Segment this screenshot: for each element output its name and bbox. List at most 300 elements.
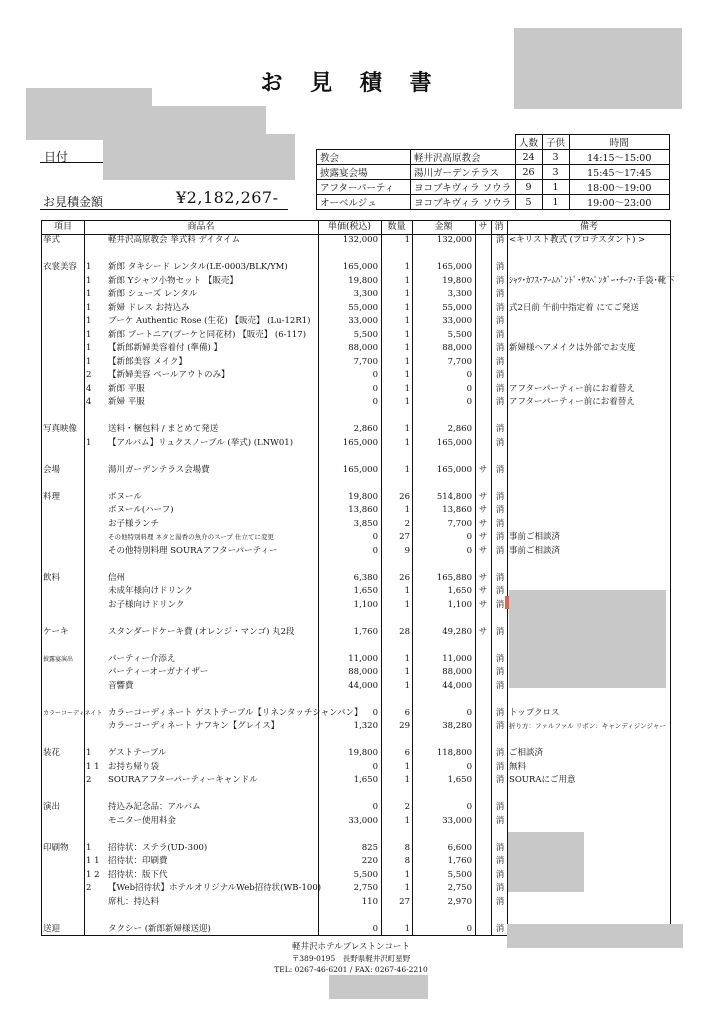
row-item-name: 新郎 シューズ レンタル <box>108 289 198 299</box>
table-row <box>42 275 675 288</box>
schedule-adults: 9 <box>515 180 542 195</box>
row-number: 1 1 <box>86 761 100 772</box>
row-tax-mark: 消 <box>495 545 505 556</box>
row-quantity: 29 <box>399 721 410 731</box>
schedule-label: オーベルジュ <box>317 195 411 210</box>
table-row <box>42 477 671 490</box>
table-row <box>42 410 671 423</box>
row-amount: 19,800 <box>442 275 472 286</box>
row-item-name: ボヌール <box>108 491 142 502</box>
row-tax-mark: 消 <box>495 464 505 475</box>
row-tax-mark: 消 <box>495 599 505 610</box>
row-quantity: 6 <box>404 748 410 758</box>
table-row <box>42 693 671 706</box>
row-category: 衣裳美容 <box>43 262 78 272</box>
header-price: 単価(税込) <box>327 222 372 232</box>
row-amount: 6,600 <box>447 842 472 853</box>
document-title: お 見 積 書 <box>260 70 442 96</box>
row-service-mark: サ <box>478 518 488 529</box>
table-row <box>42 896 671 909</box>
row-category: 演出 <box>43 802 61 812</box>
row-tax-mark: 消 <box>495 802 505 812</box>
row-tax-mark: 消 <box>495 842 505 853</box>
row-tax-mark: 消 <box>495 653 505 664</box>
row-category: 挙式 <box>43 235 61 245</box>
header-children: 子供 <box>542 135 569 150</box>
row-note: <キリスト教式 (プロテスタント) > <box>509 235 646 245</box>
row-amount: 44,000 <box>442 680 472 691</box>
row-number: 1 <box>86 842 92 853</box>
row-unit-price: 2,860 <box>353 424 378 434</box>
row-category: 写真映像 <box>43 424 78 434</box>
estimate-amount: ¥2,182,267- <box>176 188 279 207</box>
estimate-label: お見積金額 <box>43 195 104 209</box>
row-item-name: 新婦 ドレス お持込み <box>108 302 190 313</box>
row-unit-price: 3,850 <box>353 518 378 529</box>
row-unit-price: 0 <box>372 397 378 407</box>
row-item-name: ボヌール(ハーフ) <box>108 505 174 515</box>
row-tax-mark: 消 <box>495 572 505 583</box>
row-tax-mark: 消 <box>495 370 505 380</box>
row-category: 装花 <box>43 748 61 758</box>
row-item-name: 席札：持込料 <box>108 896 160 907</box>
table-row <box>42 423 671 436</box>
row-tax-mark: 消 <box>495 505 505 515</box>
row-amount: 1,650 <box>447 775 472 785</box>
row-service-mark: サ <box>478 491 488 502</box>
row-note: アフターパーティー前にお着替え <box>509 383 635 394</box>
row-category: 料理 <box>43 491 61 502</box>
row-item-name: 【Web招待状】ホテルオリジナルWeb招待状(WB-100) <box>108 883 322 893</box>
row-tax-mark: 消 <box>495 586 505 596</box>
table-row <box>42 329 671 342</box>
row-note: 無料 <box>509 761 527 772</box>
row-service-mark: サ <box>478 464 488 475</box>
row-amount: 3,300 <box>447 289 472 299</box>
row-tax-mark: 消 <box>495 329 505 340</box>
row-note: 事前ご相談済 <box>509 532 561 542</box>
table-row <box>42 396 671 409</box>
row-amount: 1,650 <box>447 586 472 596</box>
table-row <box>42 761 671 774</box>
row-item-name: 【新婦美容 ベールアウトのみ】 <box>108 370 230 380</box>
table-row <box>42 531 671 544</box>
row-category: 送迎 <box>43 923 61 934</box>
row-quantity: 1 <box>404 356 410 367</box>
estimate-underline <box>40 209 288 210</box>
row-amount: 165,000 <box>436 464 472 475</box>
row-tax-mark: 消 <box>495 302 505 313</box>
schedule-adults: 24 <box>515 150 542 165</box>
row-item-name: お子様向けドリンク <box>108 599 185 610</box>
row-tax-mark: 消 <box>495 383 505 394</box>
row-quantity: 1 <box>404 397 410 407</box>
row-quantity: 1 <box>404 275 410 286</box>
table-row <box>42 815 671 828</box>
estimate-table-header <box>42 221 670 235</box>
row-tax-mark: 消 <box>495 424 505 434</box>
redacted-block-date <box>152 106 266 136</box>
row-tax-mark: 消 <box>495 397 505 407</box>
table-row <box>42 356 671 369</box>
row-amount: 88,000 <box>442 667 472 677</box>
schedule-label: アフターパーティ <box>317 180 411 195</box>
row-unit-price: 19,800 <box>348 748 378 758</box>
row-amount: 2,750 <box>447 883 472 893</box>
redacted-block-footer <box>329 975 428 999</box>
table-row <box>42 707 671 720</box>
header-category: 項目 <box>53 222 72 232</box>
row-number: 1 <box>86 329 92 340</box>
row-tax-mark: 消 <box>495 896 505 907</box>
row-amount: 33,000 <box>442 316 472 326</box>
table-row <box>42 437 671 450</box>
row-item-name: 招待状：版下代 <box>108 869 168 880</box>
row-amount: 55,000 <box>442 302 472 313</box>
row-category: 披露宴演出 <box>43 655 74 663</box>
row-quantity: 1 <box>404 653 410 664</box>
table-row <box>42 518 671 531</box>
row-number: 1 <box>86 316 92 326</box>
row-quantity: 1 <box>404 370 410 380</box>
row-service-mark: サ <box>478 586 488 596</box>
row-item-name: ゲストテーブル <box>108 748 167 758</box>
row-item-name: 音響費 <box>108 680 134 691</box>
row-unit-price: 825 <box>361 842 378 853</box>
table-row <box>42 288 671 301</box>
row-unit-price: 19,800 <box>348 275 378 286</box>
table-row <box>42 450 671 463</box>
row-item-name: 未成年様向けドリンク <box>108 586 193 596</box>
row-quantity: 1 <box>404 815 410 826</box>
row-tax-mark: 消 <box>495 343 505 353</box>
row-tax-mark: 消 <box>495 721 505 731</box>
row-item-name: 新婦 平服 <box>108 397 145 407</box>
row-number: 1 <box>86 748 92 758</box>
row-quantity: 27 <box>399 896 410 907</box>
row-item-name: 湯川ガーデンテラス会場費 <box>108 464 210 475</box>
row-amount: 514,800 <box>436 491 472 502</box>
row-quantity: 6 <box>404 707 410 718</box>
row-unit-price: 0 <box>372 923 378 934</box>
row-unit-price: 0 <box>372 761 378 772</box>
row-item-name: SOURAアフターパーティーキャンドル <box>108 775 258 785</box>
row-service-mark: サ <box>478 532 488 542</box>
row-unit-price: 110 <box>361 896 378 907</box>
schedule-children: 3 <box>542 150 569 165</box>
schedule-label: 教会 <box>317 150 411 165</box>
table-row <box>42 383 671 396</box>
row-item-name: モニター使用料金 <box>108 815 177 826</box>
schedule-children: 1 <box>542 180 569 195</box>
header-name: 商品名 <box>187 222 215 232</box>
row-amount: 165,000 <box>436 262 472 272</box>
row-item-name: タクシー (新郎新婦様送迎) <box>108 923 211 934</box>
row-amount: 0 <box>466 370 472 380</box>
row-unit-price: 165,000 <box>342 437 378 448</box>
row-note: 事前ご相談済 <box>509 545 561 556</box>
schedule-children: 3 <box>542 165 569 180</box>
row-quantity: 1 <box>404 262 410 272</box>
row-item-name: 新郎 Yシャツ小物セット 【販売】 <box>108 275 238 286</box>
row-unit-price: 13,860 <box>348 505 378 515</box>
row-item-name: ブーケ Authentic Rose (生花) 【販売】 (Lu-12R1) <box>108 316 311 326</box>
table-row <box>42 558 671 571</box>
row-note: ご相談済 <box>509 748 544 758</box>
row-item-name: 招待状：印刷費 <box>108 856 168 866</box>
row-tax-mark: 消 <box>495 761 505 772</box>
row-quantity: 2 <box>404 518 410 529</box>
row-amount: 7,700 <box>447 356 472 367</box>
row-tax-mark: 消 <box>495 437 505 448</box>
row-tax-mark: 消 <box>495 856 505 866</box>
row-item-name: その他特別料理 ネタと湯香の魚介のスープ 仕立てに変更 <box>108 533 274 541</box>
row-unit-price: 220 <box>361 856 378 866</box>
header-amount: 金額 <box>434 222 453 232</box>
row-quantity: 1 <box>404 680 410 691</box>
row-unit-price: 1,650 <box>353 586 378 596</box>
row-amount: 0 <box>466 707 472 718</box>
table-row <box>42 720 671 733</box>
schedule-row <box>317 195 670 210</box>
table-row <box>42 261 671 274</box>
row-tax-mark: 消 <box>495 316 505 326</box>
footer-hotel: 軽井沢ホテルブレストンコート <box>292 942 410 952</box>
row-amount: 0 <box>466 532 472 542</box>
row-service-mark: サ <box>478 599 488 610</box>
row-category: 会場 <box>43 464 61 475</box>
row-quantity: 28 <box>399 626 410 637</box>
redacted-block-notes-2 <box>508 832 584 892</box>
row-item-name: 招待状：ステラ(UD-300) <box>108 842 208 853</box>
row-item-name: 持込み記念品：アルバム <box>108 802 201 812</box>
table-row <box>42 747 671 760</box>
row-unit-price: 33,000 <box>348 316 378 326</box>
table-row <box>42 774 671 787</box>
row-number: 1 2 <box>86 869 100 880</box>
header-tax: 消 <box>494 222 504 232</box>
row-quantity: 1 <box>404 424 410 434</box>
row-number: 1 <box>86 275 92 286</box>
row-item-name: パーティー介添え <box>108 653 176 664</box>
redacted-block-date-value <box>103 134 295 180</box>
row-amount: 0 <box>466 923 472 934</box>
row-category: ケーキ <box>43 626 69 637</box>
row-tax-mark: 消 <box>495 869 505 880</box>
schedule-row <box>317 150 670 165</box>
schedule-venue: 湯川ガーデンテラス <box>411 165 516 180</box>
row-quantity: 1 <box>404 869 410 880</box>
schedule-label: 披露宴会場 <box>317 165 411 180</box>
table-row <box>42 572 671 585</box>
row-unit-price: 1,320 <box>353 721 378 731</box>
header-qty: 数量 <box>387 222 406 232</box>
redacted-block-notes-1 <box>509 590 666 688</box>
row-note: 新婦様ヘアメイクは外部でお支度 <box>509 343 636 353</box>
row-amount: 1,100 <box>447 599 472 610</box>
row-item-name: その他特別料理 SOURAアフターパーティー <box>108 545 278 556</box>
row-item-name: カラーコーディネート ゲストテーブル【リネンタッチシャンパン】 <box>108 707 363 718</box>
row-quantity: 1 <box>404 464 410 475</box>
row-unit-price: 33,000 <box>348 815 378 826</box>
table-row <box>42 302 671 315</box>
row-tax-mark: 消 <box>495 235 505 245</box>
table-row <box>42 734 671 747</box>
row-quantity: 26 <box>399 491 410 502</box>
row-quantity: 1 <box>404 289 410 299</box>
header-time: 時間 <box>569 135 670 150</box>
row-unit-price: 19,800 <box>348 491 378 502</box>
row-number: 1 <box>86 343 92 353</box>
schedule-table <box>316 134 670 210</box>
row-quantity: 1 <box>404 343 410 353</box>
row-service-mark: サ <box>478 545 488 556</box>
row-amount: 165,880 <box>436 572 472 583</box>
row-unit-price: 5,500 <box>353 869 378 880</box>
row-amount: 0 <box>466 545 472 556</box>
table-row <box>42 464 671 477</box>
row-unit-price: 3,300 <box>353 289 378 299</box>
row-quantity: 26 <box>399 572 410 583</box>
row-item-name: 新郎 タキシード レンタル(LE-0003/BLK/YM) <box>108 262 288 272</box>
row-item-name: スタンダードケーキ費 (オレンジ・マンゴ) 丸2段 <box>108 626 295 637</box>
row-tax-mark: 消 <box>495 680 505 691</box>
row-tax-mark: 消 <box>495 707 505 718</box>
row-unit-price: 0 <box>372 802 378 812</box>
estimate-table <box>41 220 675 936</box>
row-tax-mark: 消 <box>495 356 505 367</box>
row-unit-price: 165,000 <box>342 464 378 475</box>
row-quantity: 1 <box>404 437 410 448</box>
row-quantity: 2 <box>404 802 410 812</box>
row-item-name: 【新郎新婦美容着付 (準備) 】 <box>108 343 223 353</box>
row-quantity: 1 <box>404 316 410 326</box>
row-tax-mark: 消 <box>495 923 505 934</box>
row-tax-mark: 消 <box>495 532 505 542</box>
row-item-name: お持ち帰り袋 <box>108 761 160 772</box>
row-tax-mark: 消 <box>495 815 505 826</box>
row-amount: 13,860 <box>442 505 472 515</box>
row-quantity: 1 <box>404 599 410 610</box>
row-item-name: 【アルバム】リュクスノーブル (挙式) (LNW01) <box>108 437 294 448</box>
row-tax-mark: 消 <box>495 289 505 299</box>
schedule-time: 14:15～15:00 <box>569 150 670 165</box>
schedule-header-row <box>317 135 670 150</box>
row-note: トップクロス <box>509 707 560 718</box>
row-tax-mark: 消 <box>495 262 505 272</box>
row-number: 1 <box>86 289 92 299</box>
row-amount: 165,000 <box>436 437 472 448</box>
schedule-row <box>317 180 670 195</box>
row-unit-price: 6,380 <box>353 572 378 583</box>
table-row <box>42 788 671 801</box>
row-category: カラーコーディネイト <box>43 709 103 717</box>
table-row <box>42 545 671 558</box>
row-number: 1 <box>86 302 92 313</box>
row-amount: 0 <box>466 397 472 407</box>
row-item-name: カラーコーディネート ナフキン【グレイス】 <box>108 721 280 731</box>
row-quantity: 1 <box>404 505 410 515</box>
schedule-venue: ヨコブキヴィラ ソウラ <box>411 195 516 210</box>
footer-address: 〒389-0195 長野県軽井沢町星野 <box>291 954 411 963</box>
table-row <box>42 504 671 517</box>
schedule-children: 1 <box>542 195 569 210</box>
row-number: 1 <box>86 437 92 448</box>
row-number: 4 <box>86 397 92 407</box>
row-tax-mark: 消 <box>495 883 505 893</box>
row-unit-price: 1,100 <box>353 599 378 610</box>
row-amount: 0 <box>466 802 472 812</box>
row-unit-price: 0 <box>372 383 378 394</box>
row-item-name: 新郎 ブートニア(ブーケと同花材) 【販売】 (6-117) <box>108 329 307 340</box>
row-number: 1 <box>86 356 92 367</box>
row-amount: 7,700 <box>447 518 472 529</box>
row-unit-price: 132,000 <box>342 235 378 245</box>
row-tax-mark: 消 <box>495 626 505 637</box>
row-number: 2 <box>86 370 92 380</box>
row-amount: 33,000 <box>442 815 472 826</box>
row-item-name: パーティーオーガナイザー <box>108 667 209 677</box>
row-quantity: 1 <box>404 302 410 313</box>
table-row <box>42 315 671 328</box>
row-quantity: 1 <box>404 383 410 394</box>
footer-contact: TEL: 0267-46-6201 / FAX: 0267-46-2210 <box>274 965 428 974</box>
schedule-adults: 26 <box>515 165 542 180</box>
row-quantity: 1 <box>404 923 410 934</box>
row-amount: 5,500 <box>447 869 472 880</box>
row-tax-mark: 消 <box>495 775 505 785</box>
schedule-venue: 軽井沢高原教会 <box>411 150 516 165</box>
row-category: 飲料 <box>43 572 61 583</box>
header-adults: 人数 <box>515 135 542 150</box>
row-amount: 2,970 <box>447 896 472 907</box>
row-unit-price: 0 <box>372 545 378 556</box>
row-amount: 0 <box>466 383 472 394</box>
row-tax-mark: 消 <box>495 518 505 529</box>
row-number: 1 <box>86 262 92 272</box>
row-quantity: 9 <box>404 545 410 556</box>
row-quantity: 1 <box>404 667 410 677</box>
date-label: 日付 <box>44 150 69 164</box>
table-row <box>42 234 671 247</box>
row-note: 式2日前 午前中指定着 にてご発送 <box>509 302 639 313</box>
row-amount: 118,800 <box>436 748 472 758</box>
row-number: 1 1 <box>86 856 100 866</box>
row-unit-price: 88,000 <box>348 343 378 353</box>
row-amount: 5,500 <box>447 329 472 340</box>
row-unit-price: 0 <box>372 532 378 542</box>
row-amount: 38,280 <box>442 721 472 731</box>
row-unit-price: 2,750 <box>353 883 378 893</box>
row-item-name: 新郎 平服 <box>108 383 145 394</box>
row-note: SOURAにご用意 <box>509 775 576 785</box>
row-category: 印刷物 <box>43 842 69 853</box>
schedule-adults: 5 <box>515 195 542 210</box>
row-tax-mark: 消 <box>495 275 505 286</box>
row-item-name: お子様ランチ <box>108 518 160 529</box>
table-row <box>42 248 671 261</box>
row-quantity: 1 <box>404 586 410 596</box>
row-quantity: 8 <box>404 842 410 853</box>
schedule-time: 15:45～17:45 <box>569 165 670 180</box>
date-underline <box>40 162 103 163</box>
table-row <box>42 342 671 355</box>
row-item-name: 【新郎美容 メイク】 <box>108 356 187 367</box>
row-quantity: 1 <box>404 775 410 785</box>
row-quantity: 8 <box>404 856 410 866</box>
row-tax-mark: 消 <box>495 667 505 677</box>
row-note: ｼｬﾂ･ｶﾌｽ･ｱｰﾑﾊﾞﾝﾄﾞ･ｻｽﾍﾟﾝﾀﾞｰ･ﾁｰﾌ･手袋･靴下 <box>509 275 675 286</box>
